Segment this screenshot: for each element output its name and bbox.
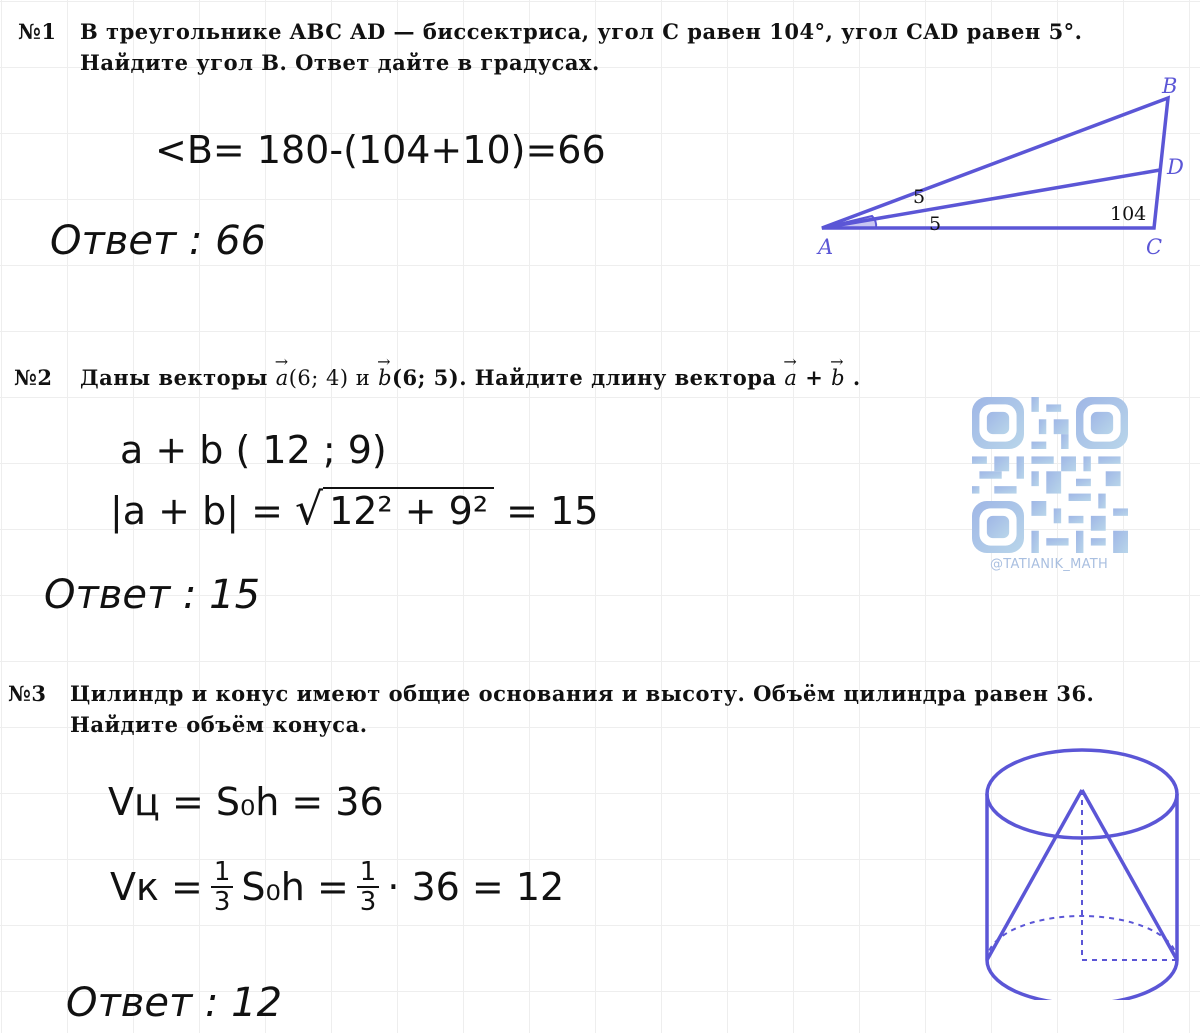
- problem-3-work-1: Vц = S₀h = 36: [108, 780, 384, 824]
- problem-1-work: <B= 180-(104+10)=66: [155, 128, 606, 172]
- problem-1-line-2: Найдите угол B. Ответ дайте в градусах.: [80, 50, 600, 75]
- fraction-2: [357, 858, 380, 916]
- vertex-c-label: C: [1146, 235, 1163, 259]
- watermark-caption: @TATIANIK_MATH: [990, 557, 1109, 572]
- sum-vector-a: → a: [784, 366, 797, 390]
- fraction-1-denominator: 3: [213, 887, 231, 917]
- problem-2-work-2-right: = 15: [506, 489, 599, 533]
- point-d-label: D: [1167, 155, 1184, 179]
- problem-1-number: №1: [18, 19, 57, 44]
- problem-3-statement: [8, 678, 1094, 740]
- angle-c-label: 104: [1110, 203, 1147, 225]
- sqrt-sign: √: [295, 484, 324, 535]
- fraction-2-numerator: 1: [357, 858, 380, 888]
- qr-code-watermark: [972, 397, 1128, 553]
- problem-2-work-1: a + b ( 12 ; 9): [120, 428, 387, 472]
- angle-cad-label: 5: [929, 213, 942, 235]
- problem-1-answer: Ответ : 66: [50, 218, 267, 264]
- vector-a-coords: (6; 4) и: [288, 366, 371, 390]
- vector-a: → a: [276, 366, 289, 390]
- cylinder-cone-figure: [975, 738, 1190, 1000]
- problem-3-work-2-right: · 36 = 12: [387, 865, 565, 909]
- problem-1-statement: [18, 16, 1083, 78]
- problem-3-line-2: Найдите объём конуса.: [70, 712, 368, 737]
- fraction-2-denominator: 3: [359, 887, 377, 917]
- period: .: [852, 365, 861, 390]
- problem-2-statement: [14, 362, 861, 394]
- triangle-figure: [800, 70, 1200, 270]
- problem-2-answer: Ответ : 15: [44, 572, 261, 618]
- vertex-b-label: B: [1162, 74, 1178, 98]
- problem-3-line-1: Цилиндр и конус имеют общие основания и высоту. Объём цилиндра равен 36.: [70, 681, 1095, 706]
- problem-2-work-2: [110, 484, 598, 535]
- plus-sign: +: [805, 365, 824, 390]
- problem-3-answer: Ответ : 12: [66, 980, 283, 1026]
- problem-2-work-2-left: |a + b| =: [110, 489, 283, 533]
- fraction-1: [211, 858, 234, 916]
- problem-1-line-1: В треугольнике ABC AD — биссектриса, угол C равен 104°, угол CAD равен 5°.: [80, 19, 1083, 44]
- problem-3-number: №3: [8, 681, 47, 706]
- problem-2-number: №2: [14, 365, 53, 390]
- cylinder-bottom-front: [987, 960, 1177, 1000]
- vector-b: → b: [378, 366, 392, 390]
- vector-b-coords: (6; 5). Найдите длину вектора: [392, 365, 777, 390]
- fraction-1-numerator: 1: [211, 858, 234, 888]
- problem-2-text: Даны векторы: [80, 365, 268, 390]
- angle-bad-label: 5: [913, 186, 926, 208]
- sum-vector-b: → b: [831, 366, 845, 390]
- problem-3-work-2-mid: S₀h =: [241, 865, 349, 909]
- problem-3-work-2: [110, 858, 564, 916]
- vertex-a-label: A: [818, 235, 834, 259]
- problem-3-work-2-left: Vк =: [110, 865, 203, 909]
- problem-2-radicand: 12² + 9²: [323, 487, 494, 533]
